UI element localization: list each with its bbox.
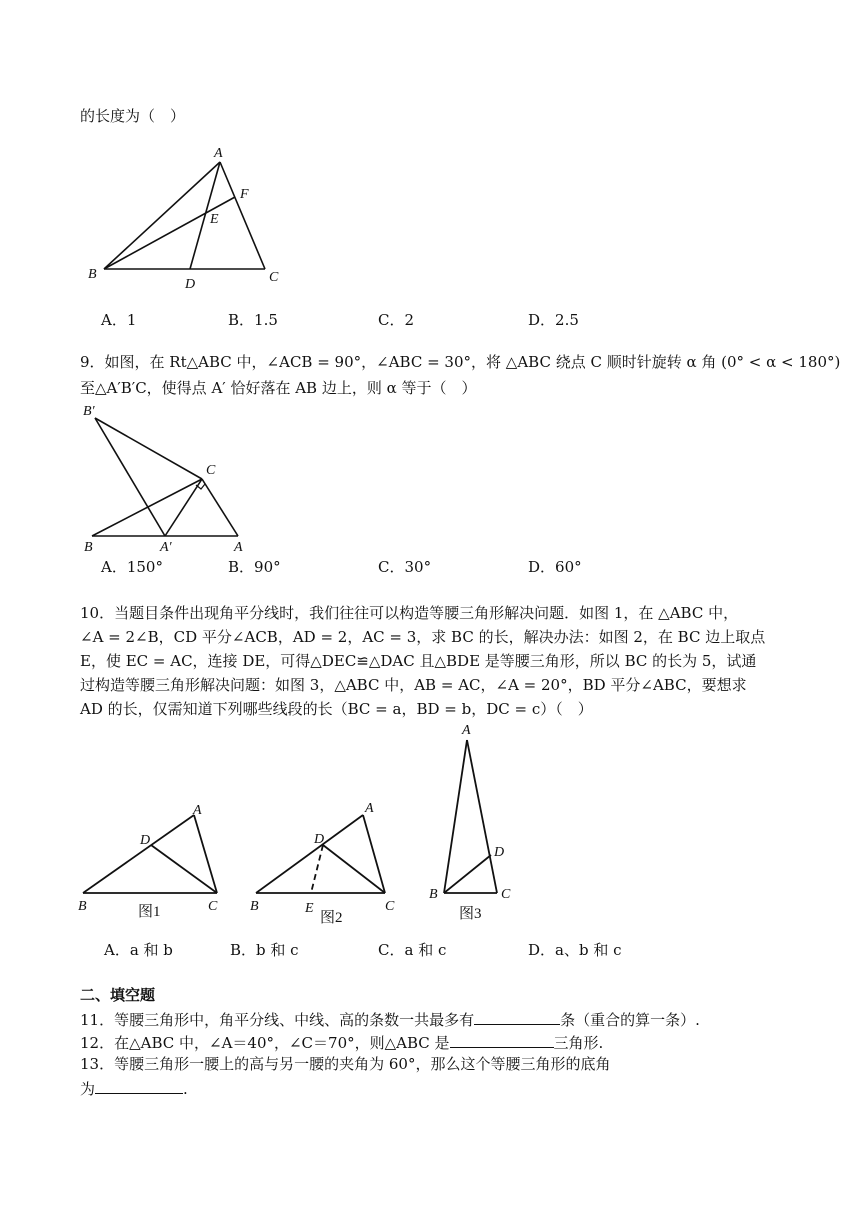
fig1-label-a: A [193, 803, 202, 818]
fig3-label-d: D [494, 845, 505, 860]
q8-option-d: D．2.5 [528, 311, 579, 329]
fig2-label-d: D [314, 832, 325, 847]
q9-stem-line1: 9．如图，在 Rt△ABC 中，∠ACB = 90°，∠ABC = 30°，将 △ABC 绕点 C 顺时针旋转 α 角 (0° < α < 180°) [80, 353, 841, 371]
q8-label-e: E [210, 212, 219, 227]
q9-label-aprime: A′ [160, 540, 172, 555]
q9-label-a: A [234, 540, 243, 555]
q10-option-b: B．b 和 c [230, 941, 299, 959]
q12-line [80, 1031, 603, 1053]
q9-label-b: B [84, 540, 93, 555]
q10-figure-2 [256, 815, 385, 893]
fig2-label-a: A [365, 801, 374, 816]
q9-option-a: A．150° [101, 558, 163, 576]
fig1-label-b: B [78, 899, 87, 914]
q11-text-b: 条（重合的算一条）. [560, 1011, 700, 1029]
q8-label-a: A [214, 146, 223, 161]
q9-option-b: B．90° [228, 558, 281, 576]
q9-option-c: C．30° [378, 558, 432, 576]
fig2-caption: 图2 [320, 910, 343, 926]
q8-label-b: B [88, 267, 97, 282]
q10-option-c: C．a 和 c [378, 941, 447, 959]
q10-stem-line5: AD 的长，仅需知道下列哪些线段的长（BC = a，BD = b，DC = c）（ ） [80, 700, 593, 718]
q8-label-f: F [240, 187, 249, 202]
q8-label-c: C [269, 270, 279, 285]
fig2-label-b: B [250, 899, 259, 914]
q9-option-d: D．60° [528, 558, 582, 576]
q9-stem-line2: 至△A′B′C，使得点 A′ 恰好落在 AB 边上，则 α 等于（ ） [80, 379, 477, 397]
section-title: 二、填空题 [80, 986, 156, 1004]
q10-figure-1 [83, 815, 217, 893]
q8-option-c: C．2 [378, 311, 415, 329]
fig1-caption: 图1 [138, 904, 161, 920]
fig3-label-c: C [501, 887, 511, 902]
q13-text-c: . [183, 1080, 188, 1098]
q12-text-b: 三角形. [553, 1034, 604, 1052]
q13-line2 [80, 1077, 188, 1099]
q11-line [80, 1008, 700, 1030]
fig3-label-a: A [462, 723, 471, 738]
fig2-label-e: E [305, 901, 314, 916]
q8-stem-tail: 的长度为（ ） [80, 107, 186, 125]
q13-line1: 13．等腰三角形一腰上的高与另一腰的夹角为 60°，那么这个等腰三角形的底角 [80, 1055, 611, 1073]
q9-label-c: C [206, 463, 216, 478]
q10-stem-line3: E，使 EC = AC，连接 DE，可得△DEC≌△DAC 且△BDE 是等腰三角形，所以 BC 的长为 5，试通 [80, 652, 757, 670]
q10-figure-3 [444, 740, 497, 893]
q13-text-b: 为 [80, 1080, 96, 1098]
q11-text-a: 11．等腰三角形中，角平分线、中线、高的条数一共最多有 [80, 1011, 475, 1029]
q8-label-d: D [185, 277, 196, 292]
fig1-label-d: D [140, 833, 151, 848]
q13-answer-blank[interactable] [95, 1077, 183, 1094]
q8-option-a: A．1 [101, 311, 137, 329]
q8-option-b: B．1.5 [228, 311, 278, 329]
fig1-label-c: C [208, 899, 218, 914]
q11-answer-blank[interactable] [474, 1008, 560, 1025]
fig3-label-b: B [429, 887, 438, 902]
q12-text-a: 12．在△ABC 中，∠A＝40°，∠C＝70°，则△ABC 是 [80, 1034, 450, 1052]
fig3-caption: 图3 [459, 906, 482, 922]
q10-stem-line2: ∠A = 2∠B，CD 平分∠ACB，AD = 2，AC = 3，求 BC 的长，解决办法：如图 2，在 BC 边上取点 [80, 628, 766, 646]
q10-stem-line4: 过构造等腰三角形解决问题：如图 3，△ABC 中，AB = AC，∠A = 20°，BD 平分∠ABC，要想求 [80, 676, 747, 694]
q12-answer-blank[interactable] [450, 1031, 554, 1048]
q10-option-d: D．a、b 和 c [528, 941, 622, 959]
q10-option-a: A．a 和 b [104, 941, 173, 959]
q10-stem-line1: 10．当题目条件出现角平分线时，我们往往可以构造等腰三角形解决问题．如图 1，在 △ABC 中， [80, 604, 739, 622]
q9-label-bprime: B′ [83, 404, 95, 419]
fig2-label-c: C [385, 899, 395, 914]
